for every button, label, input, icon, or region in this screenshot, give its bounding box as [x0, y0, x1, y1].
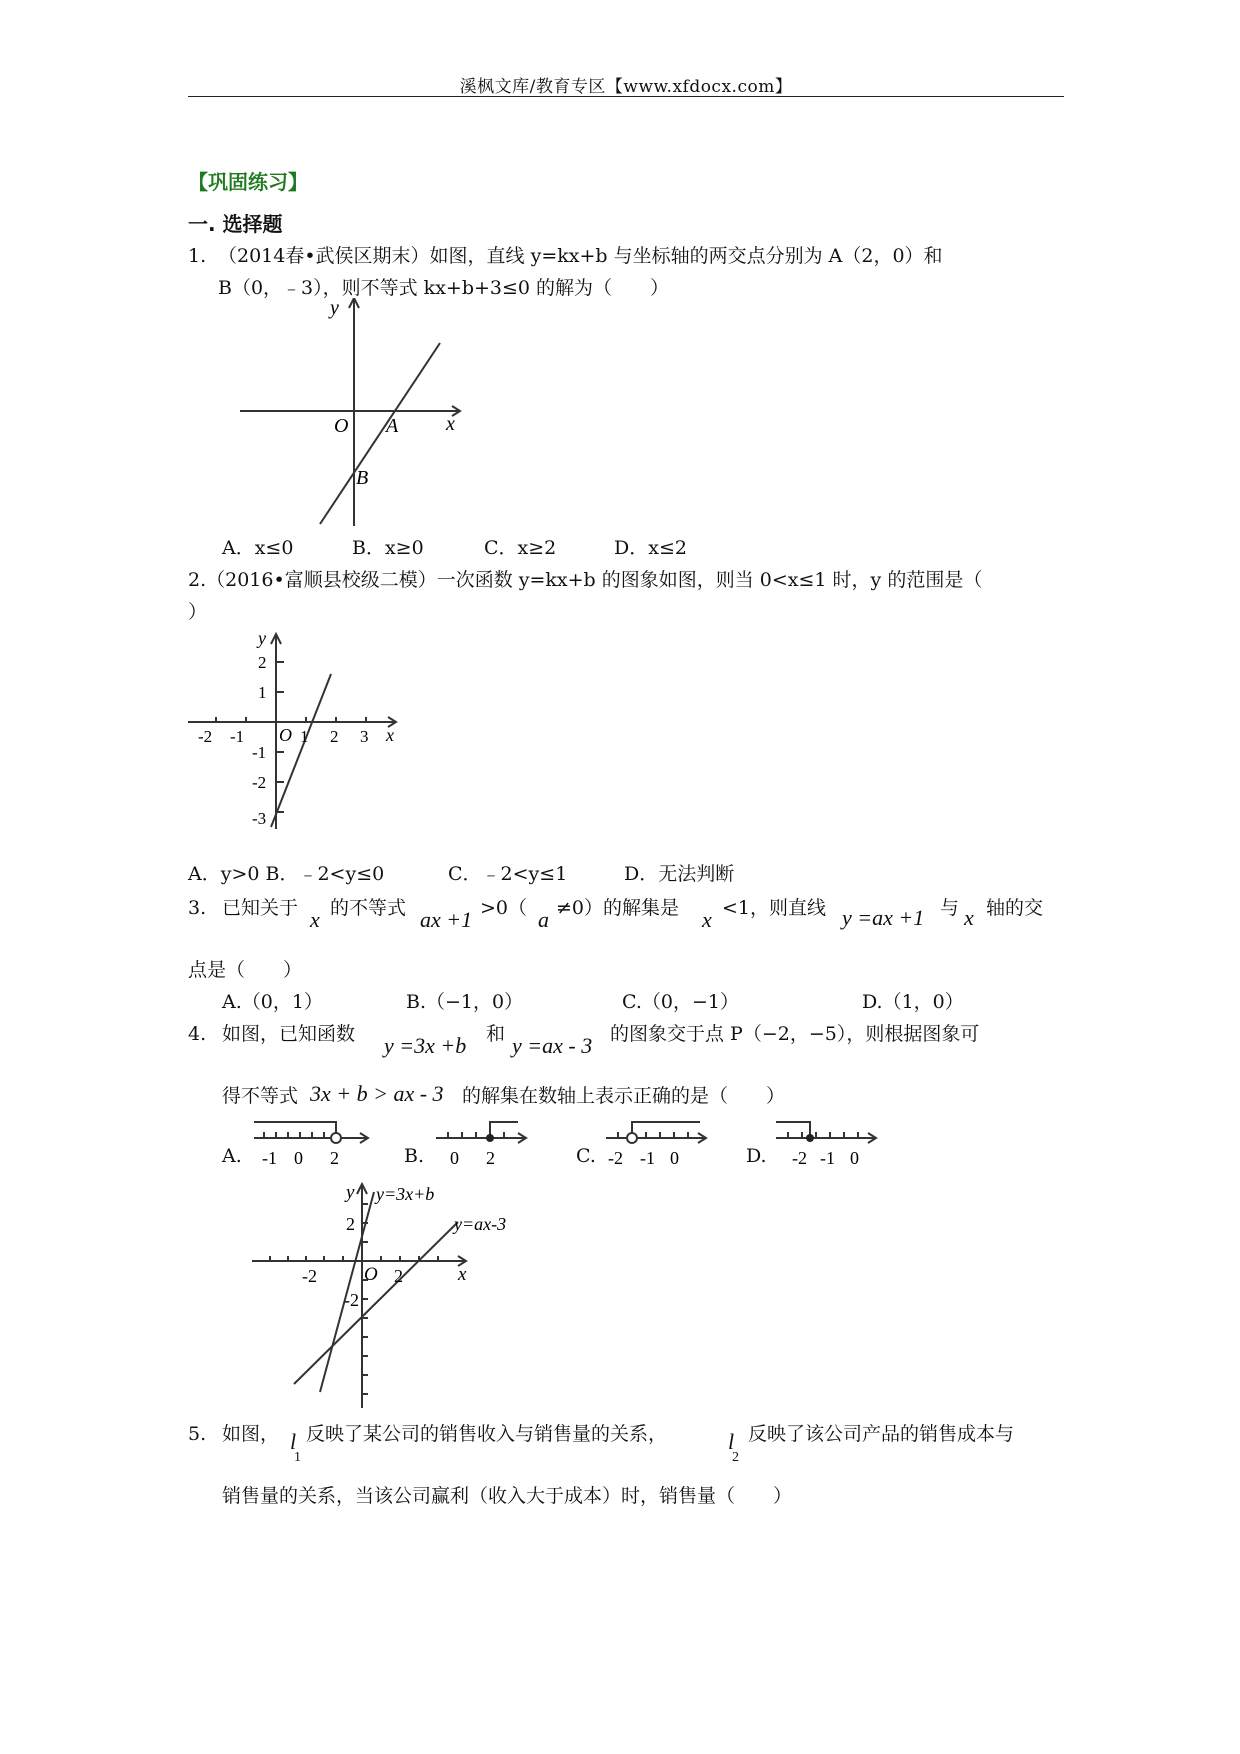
q3-var-a: a: [538, 907, 549, 932]
q3-text-3: >0（: [480, 897, 528, 919]
q2-option-c: C．﹣2<y≤1: [448, 863, 568, 885]
q4d-tick-neg1: -1: [820, 1148, 835, 1168]
q4-option-d-letter: D.: [746, 1145, 767, 1167]
q4-line2-b: 的解集在数轴上表示正确的是（ ）: [462, 1085, 786, 1107]
q4a-tick-2: 2: [330, 1148, 339, 1168]
q4-text-2: 和: [486, 1023, 506, 1045]
q2-ytick-neg3: -3: [252, 809, 267, 828]
q2-line2: ）: [188, 601, 208, 623]
q5-number: 5.: [188, 1423, 207, 1445]
q2-ytick-2: 2: [258, 653, 267, 672]
q5-l2-subscript: 2: [732, 1450, 739, 1465]
q4d-tick-0: 0: [850, 1148, 859, 1168]
q3-text-2: 的不等式: [330, 897, 407, 919]
q3-expr-2: y =ax +1: [842, 905, 925, 930]
q1-option-c: C．x≥2: [484, 537, 557, 559]
q3-option-d: D.（1，0）: [862, 991, 964, 1013]
q4-number-line-a: [252, 1110, 377, 1168]
q4a-tick-0: 0: [294, 1148, 303, 1168]
q5-l1-subscript: 1: [294, 1450, 301, 1465]
q1-origin-label: O: [334, 415, 349, 437]
q2-ytick-neg1: -1: [252, 743, 267, 762]
q4-number-line-c: [604, 1110, 714, 1168]
q3-option-a: A.（0，1）: [222, 991, 323, 1013]
q4-text-3: 的图象交于点 P（−2，−5），则根据图象可: [610, 1023, 980, 1045]
q2-xtick-3: 3: [360, 727, 369, 746]
q4-y-label: y: [346, 1182, 355, 1203]
q2-xtick-1: 1: [300, 727, 309, 746]
q3-text-4: ≠0）的解集是: [556, 897, 680, 919]
q3-var-x-1: x: [310, 907, 320, 932]
q4-ytick-neg2: -2: [344, 1290, 359, 1310]
q4-inequality: 3x + b > ax - 3: [310, 1081, 444, 1106]
q4-origin-label: O: [364, 1264, 378, 1285]
q5-text-2: 反映了某公司的销售收入与销售量的关系，: [306, 1423, 668, 1445]
q4d-tick-neg2: -2: [792, 1148, 807, 1168]
q1-x-label: x: [446, 413, 455, 435]
q5-text-3: 反映了该公司产品的销售成本与: [748, 1423, 1015, 1445]
page-header: 溪枫文库/教育专区【www.xfdocx.com】: [459, 77, 793, 97]
q4-xtick-neg2: -2: [302, 1266, 317, 1286]
q4-number-line-d: [774, 1110, 884, 1168]
q4-line2-a: 得不等式: [222, 1085, 299, 1107]
q2-x-label: x: [386, 725, 394, 745]
q2-ytick-1: 1: [258, 683, 267, 702]
q4-option-b-letter: B.: [404, 1145, 425, 1167]
q4b-tick-0: 0: [450, 1148, 459, 1168]
q3-expr-1: ax +1: [420, 907, 473, 932]
q4-ytick-2: 2: [346, 1214, 355, 1234]
q3-option-b: B.（−1，0）: [406, 991, 524, 1013]
q4c-tick-neg2: -2: [608, 1148, 623, 1168]
q4-text-1: 如图，已知函数: [222, 1023, 356, 1045]
section-label: 【巩固练习】: [188, 170, 308, 194]
q4c-tick-0: 0: [670, 1148, 679, 1168]
q3-line2: 点是（ ）: [188, 959, 303, 981]
q2-line1: 2.（2016•富顺县校级二模）一次函数 y=kx+b 的图象如图，则当 0<x≤1 时，y 的范围是（: [188, 569, 983, 591]
q4-number: 4.: [188, 1023, 207, 1045]
q4-figure: [248, 1182, 538, 1412]
q4-option-c-letter: C.: [576, 1145, 596, 1167]
q4-func-1: y =3x +b: [384, 1033, 467, 1058]
q4-number-line-b: [434, 1110, 534, 1168]
q3-text-1: 已知关于: [222, 897, 299, 919]
q1-point-a-label: A: [386, 415, 399, 437]
q4-xtick-2: 2: [394, 1266, 403, 1286]
q2-xtick-neg2: -2: [198, 727, 213, 746]
q4a-tick-neg1: -1: [262, 1148, 277, 1168]
q3-option-c: C.（0，−1）: [622, 991, 739, 1013]
q1-option-a: A．x≤0: [222, 537, 294, 559]
q2-figure: [186, 624, 406, 836]
q1-option-d: D．x≤2: [614, 537, 687, 559]
header-rule: [188, 96, 1064, 97]
q3-text-5: <1，则直线: [722, 897, 827, 919]
q4b-tick-2: 2: [486, 1148, 495, 1168]
q2-option-ab: A．y>0 B．﹣2<y≤0: [188, 863, 385, 885]
q3-number: 3.: [188, 897, 207, 919]
q4-line1-label: y=3x+b: [376, 1184, 435, 1204]
q4-x-label: x: [458, 1264, 467, 1285]
q1-option-b: B．x≥0: [352, 537, 424, 559]
q4-func-2: y =ax - 3: [512, 1033, 593, 1058]
q2-option-d: D．无法判断: [624, 863, 735, 885]
q1-point-b-label: B: [356, 467, 369, 489]
q1-line1: （2014春•武侯区期末）如图，直线 y=kx+b 与坐标轴的两交点分别为 A（2，0）和: [218, 245, 943, 267]
q2-xtick-neg1: -1: [230, 727, 245, 746]
q5-line2: 销售量的关系，当该公司赢利（收入大于成本）时，销售量（ ）: [222, 1485, 793, 1507]
q3-var-x-3: x: [964, 905, 974, 930]
q2-origin-label: O: [279, 725, 292, 745]
q3-var-x-2: x: [702, 907, 712, 932]
q2-xtick-2: 2: [330, 727, 339, 746]
q4-line2-label: y=ax-3: [454, 1214, 507, 1234]
q4c-tick-neg1: -1: [640, 1148, 655, 1168]
q1-y-label: y: [330, 298, 339, 319]
q1-line2: B（0，﹣3），则不等式 kx+b+3≤0 的解为（ ）: [218, 277, 670, 299]
q5-l1-letter: l: [290, 1429, 297, 1454]
q5-text-1: 如图，: [222, 1423, 280, 1445]
q2-ytick-neg2: -2: [252, 773, 267, 792]
q1-figure: [230, 298, 480, 530]
part-title: 一. 选择题: [188, 212, 283, 236]
q4-option-a-letter: A.: [222, 1145, 242, 1167]
q5-l2-letter: l: [728, 1429, 735, 1454]
q3-text-6: 与: [940, 897, 960, 919]
q1-number: 1.: [188, 245, 207, 267]
q3-text-7: 轴的交: [986, 897, 1044, 919]
q2-y-label: y: [258, 628, 266, 648]
